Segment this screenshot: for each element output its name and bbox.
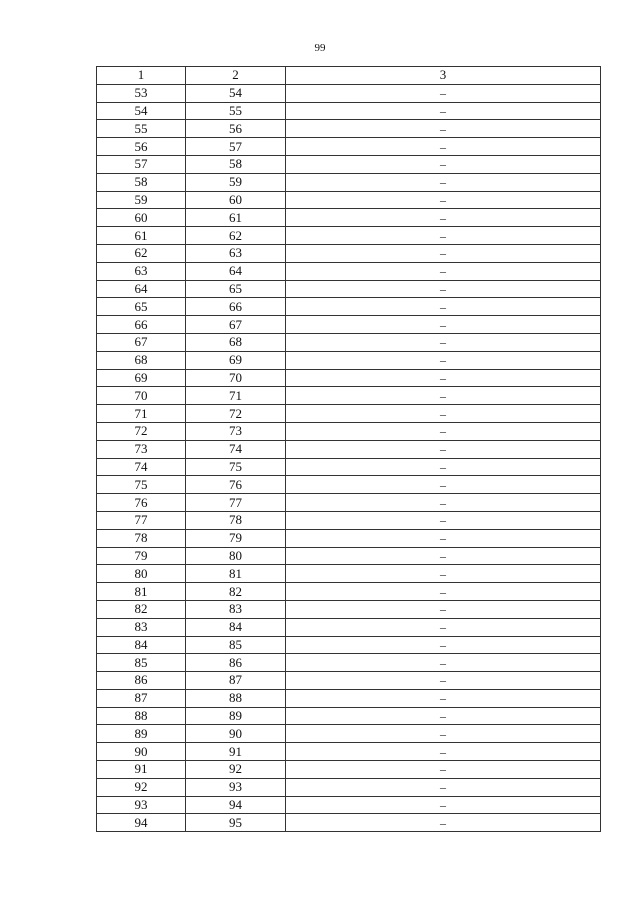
table-cell-col-3: – bbox=[286, 298, 601, 316]
table-cell-col-1: 57 bbox=[97, 155, 186, 173]
table-cell-col-2: 67 bbox=[186, 316, 286, 334]
table-cell-col-2: 66 bbox=[186, 298, 286, 316]
table-cell-col-3: – bbox=[286, 102, 601, 120]
table-row bbox=[97, 84, 601, 102]
table-cell-col-1: 69 bbox=[97, 369, 186, 387]
table-cell-col-1: 76 bbox=[97, 494, 186, 512]
table-cell-col-1: 84 bbox=[97, 636, 186, 654]
column-header-2: 2 bbox=[186, 67, 286, 85]
table-cell-col-3: – bbox=[286, 244, 601, 262]
table-row bbox=[97, 743, 601, 761]
table-cell-col-1: 61 bbox=[97, 227, 186, 245]
table-row bbox=[97, 120, 601, 138]
column-header-3: 3 bbox=[286, 67, 601, 85]
table-row bbox=[97, 387, 601, 405]
table-body bbox=[97, 84, 601, 831]
table-cell-col-1: 71 bbox=[97, 405, 186, 423]
table-cell-col-1: 58 bbox=[97, 173, 186, 191]
table-row bbox=[97, 672, 601, 690]
table-cell-col-2: 88 bbox=[186, 689, 286, 707]
table-cell-col-2: 82 bbox=[186, 583, 286, 601]
table-cell-col-3: – bbox=[286, 547, 601, 565]
table-cell-col-2: 57 bbox=[186, 138, 286, 156]
table-cell-col-3: – bbox=[286, 120, 601, 138]
table-cell-col-3: – bbox=[286, 796, 601, 814]
table-cell-col-1: 78 bbox=[97, 529, 186, 547]
table-cell-col-3: – bbox=[286, 316, 601, 334]
table-row bbox=[97, 547, 601, 565]
column-header-1: 1 bbox=[97, 67, 186, 85]
table-cell-col-1: 91 bbox=[97, 761, 186, 779]
table-cell-col-3: – bbox=[286, 440, 601, 458]
table-cell-col-2: 81 bbox=[186, 565, 286, 583]
table-cell-col-3: – bbox=[286, 743, 601, 761]
table-cell-col-3: – bbox=[286, 476, 601, 494]
table-cell-col-3: – bbox=[286, 689, 601, 707]
table-cell-col-2: 58 bbox=[186, 155, 286, 173]
table-row bbox=[97, 476, 601, 494]
table-cell-col-3: – bbox=[286, 227, 601, 245]
table-cell-col-1: 74 bbox=[97, 458, 186, 476]
table-cell-col-1: 72 bbox=[97, 422, 186, 440]
table-row bbox=[97, 280, 601, 298]
table-cell-col-1: 83 bbox=[97, 618, 186, 636]
table-row bbox=[97, 600, 601, 618]
table-row bbox=[97, 689, 601, 707]
table-cell-col-1: 70 bbox=[97, 387, 186, 405]
table-cell-col-1: 87 bbox=[97, 689, 186, 707]
table-cell-col-2: 55 bbox=[186, 102, 286, 120]
header-row bbox=[97, 67, 601, 85]
table-row bbox=[97, 636, 601, 654]
table-row bbox=[97, 227, 601, 245]
table-cell-col-2: 95 bbox=[186, 814, 286, 832]
table-cell-col-2: 78 bbox=[186, 511, 286, 529]
table-cell-col-3: – bbox=[286, 565, 601, 583]
table-cell-col-2: 79 bbox=[186, 529, 286, 547]
table-cell-col-2: 83 bbox=[186, 600, 286, 618]
table-cell-col-1: 66 bbox=[97, 316, 186, 334]
table-cell-col-1: 94 bbox=[97, 814, 186, 832]
table-row bbox=[97, 405, 601, 423]
table-cell-col-3: – bbox=[286, 529, 601, 547]
table-cell-col-2: 69 bbox=[186, 351, 286, 369]
table-cell-col-2: 89 bbox=[186, 707, 286, 725]
table-header bbox=[97, 67, 601, 85]
table-cell-col-2: 65 bbox=[186, 280, 286, 298]
table-cell-col-2: 71 bbox=[186, 387, 286, 405]
table-cell-col-2: 60 bbox=[186, 191, 286, 209]
table-cell-col-3: – bbox=[286, 84, 601, 102]
table-cell-col-3: – bbox=[286, 600, 601, 618]
table-row bbox=[97, 725, 601, 743]
table-cell-col-1: 62 bbox=[97, 244, 186, 262]
table-cell-col-2: 92 bbox=[186, 761, 286, 779]
table-cell-col-1: 82 bbox=[97, 600, 186, 618]
table-row bbox=[97, 138, 601, 156]
table-cell-col-1: 79 bbox=[97, 547, 186, 565]
table-cell-col-3: – bbox=[286, 458, 601, 476]
table-cell-col-3: – bbox=[286, 814, 601, 832]
table-row bbox=[97, 209, 601, 227]
table-cell-col-1: 59 bbox=[97, 191, 186, 209]
table-cell-col-3: – bbox=[286, 155, 601, 173]
table-cell-col-1: 55 bbox=[97, 120, 186, 138]
table-cell-col-3: – bbox=[286, 725, 601, 743]
table-cell-col-1: 89 bbox=[97, 725, 186, 743]
table-cell-col-1: 60 bbox=[97, 209, 186, 227]
table-cell-col-2: 74 bbox=[186, 440, 286, 458]
table-cell-col-1: 80 bbox=[97, 565, 186, 583]
table-row bbox=[97, 422, 601, 440]
table-cell-col-2: 93 bbox=[186, 778, 286, 796]
table-cell-col-3: – bbox=[286, 138, 601, 156]
table-cell-col-1: 90 bbox=[97, 743, 186, 761]
table-row bbox=[97, 262, 601, 280]
table-cell-col-3: – bbox=[286, 333, 601, 351]
table-cell-col-2: 80 bbox=[186, 547, 286, 565]
table-cell-col-3: – bbox=[286, 778, 601, 796]
table-cell-col-1: 53 bbox=[97, 84, 186, 102]
table-cell-col-3: – bbox=[286, 618, 601, 636]
table-cell-col-1: 93 bbox=[97, 796, 186, 814]
table-cell-col-1: 54 bbox=[97, 102, 186, 120]
table-cell-col-3: – bbox=[286, 173, 601, 191]
table-cell-col-2: 84 bbox=[186, 618, 286, 636]
table-cell-col-3: – bbox=[286, 405, 601, 423]
table-cell-col-2: 61 bbox=[186, 209, 286, 227]
table-row bbox=[97, 333, 601, 351]
table-cell-col-3: – bbox=[286, 707, 601, 725]
table-row bbox=[97, 511, 601, 529]
table-row bbox=[97, 707, 601, 725]
table-cell-col-1: 65 bbox=[97, 298, 186, 316]
table-row bbox=[97, 316, 601, 334]
table-cell-col-3: – bbox=[286, 494, 601, 512]
table-row bbox=[97, 173, 601, 191]
table-cell-col-3: – bbox=[286, 262, 601, 280]
table-cell-col-2: 91 bbox=[186, 743, 286, 761]
table-cell-col-1: 88 bbox=[97, 707, 186, 725]
data-table bbox=[96, 66, 601, 832]
table-cell-col-3: – bbox=[286, 387, 601, 405]
table-cell-col-2: 64 bbox=[186, 262, 286, 280]
table-row bbox=[97, 102, 601, 120]
table-cell-col-3: – bbox=[286, 654, 601, 672]
table-cell-col-3: – bbox=[286, 636, 601, 654]
table-cell-col-1: 63 bbox=[97, 262, 186, 280]
table-cell-col-2: 54 bbox=[186, 84, 286, 102]
table-cell-col-2: 56 bbox=[186, 120, 286, 138]
table-cell-col-2: 94 bbox=[186, 796, 286, 814]
table-cell-col-3: – bbox=[286, 280, 601, 298]
table-cell-col-2: 62 bbox=[186, 227, 286, 245]
table-row bbox=[97, 244, 601, 262]
table-cell-col-2: 73 bbox=[186, 422, 286, 440]
table-row bbox=[97, 494, 601, 512]
table-cell-col-3: – bbox=[286, 511, 601, 529]
table-cell-col-2: 68 bbox=[186, 333, 286, 351]
table-cell-col-2: 85 bbox=[186, 636, 286, 654]
table-row bbox=[97, 761, 601, 779]
table-cell-col-2: 87 bbox=[186, 672, 286, 690]
table-row bbox=[97, 191, 601, 209]
table-cell-col-1: 75 bbox=[97, 476, 186, 494]
table-cell-col-3: – bbox=[286, 351, 601, 369]
table-cell-col-1: 68 bbox=[97, 351, 186, 369]
table-row bbox=[97, 369, 601, 387]
table-cell-col-2: 72 bbox=[186, 405, 286, 423]
table-cell-col-3: – bbox=[286, 422, 601, 440]
table-cell-col-2: 77 bbox=[186, 494, 286, 512]
table-cell-col-1: 81 bbox=[97, 583, 186, 601]
table-cell-col-3: – bbox=[286, 209, 601, 227]
table-row bbox=[97, 298, 601, 316]
table-cell-col-1: 73 bbox=[97, 440, 186, 458]
table-cell-col-2: 63 bbox=[186, 244, 286, 262]
table-cell-col-2: 76 bbox=[186, 476, 286, 494]
table-cell-col-1: 56 bbox=[97, 138, 186, 156]
table-row bbox=[97, 778, 601, 796]
table-row bbox=[97, 583, 601, 601]
table-cell-col-1: 77 bbox=[97, 511, 186, 529]
table-row bbox=[97, 814, 601, 832]
table-row bbox=[97, 565, 601, 583]
table-row bbox=[97, 155, 601, 173]
table-cell-col-1: 85 bbox=[97, 654, 186, 672]
table-cell-col-3: – bbox=[286, 583, 601, 601]
table-cell-col-2: 70 bbox=[186, 369, 286, 387]
table-cell-col-3: – bbox=[286, 672, 601, 690]
table-cell-col-2: 75 bbox=[186, 458, 286, 476]
table-row bbox=[97, 796, 601, 814]
table-cell-col-1: 67 bbox=[97, 333, 186, 351]
table-row bbox=[97, 654, 601, 672]
table-cell-col-1: 64 bbox=[97, 280, 186, 298]
table-row bbox=[97, 618, 601, 636]
table-cell-col-1: 92 bbox=[97, 778, 186, 796]
page-number: 99 bbox=[314, 42, 326, 54]
table-cell-col-3: – bbox=[286, 369, 601, 387]
table-row bbox=[97, 440, 601, 458]
table-cell-col-3: – bbox=[286, 761, 601, 779]
table-row bbox=[97, 529, 601, 547]
table-row bbox=[97, 351, 601, 369]
table-cell-col-2: 90 bbox=[186, 725, 286, 743]
table-cell-col-2: 86 bbox=[186, 654, 286, 672]
table-cell-col-2: 59 bbox=[186, 173, 286, 191]
table-row bbox=[97, 458, 601, 476]
table-cell-col-1: 86 bbox=[97, 672, 186, 690]
table-cell-col-3: – bbox=[286, 191, 601, 209]
